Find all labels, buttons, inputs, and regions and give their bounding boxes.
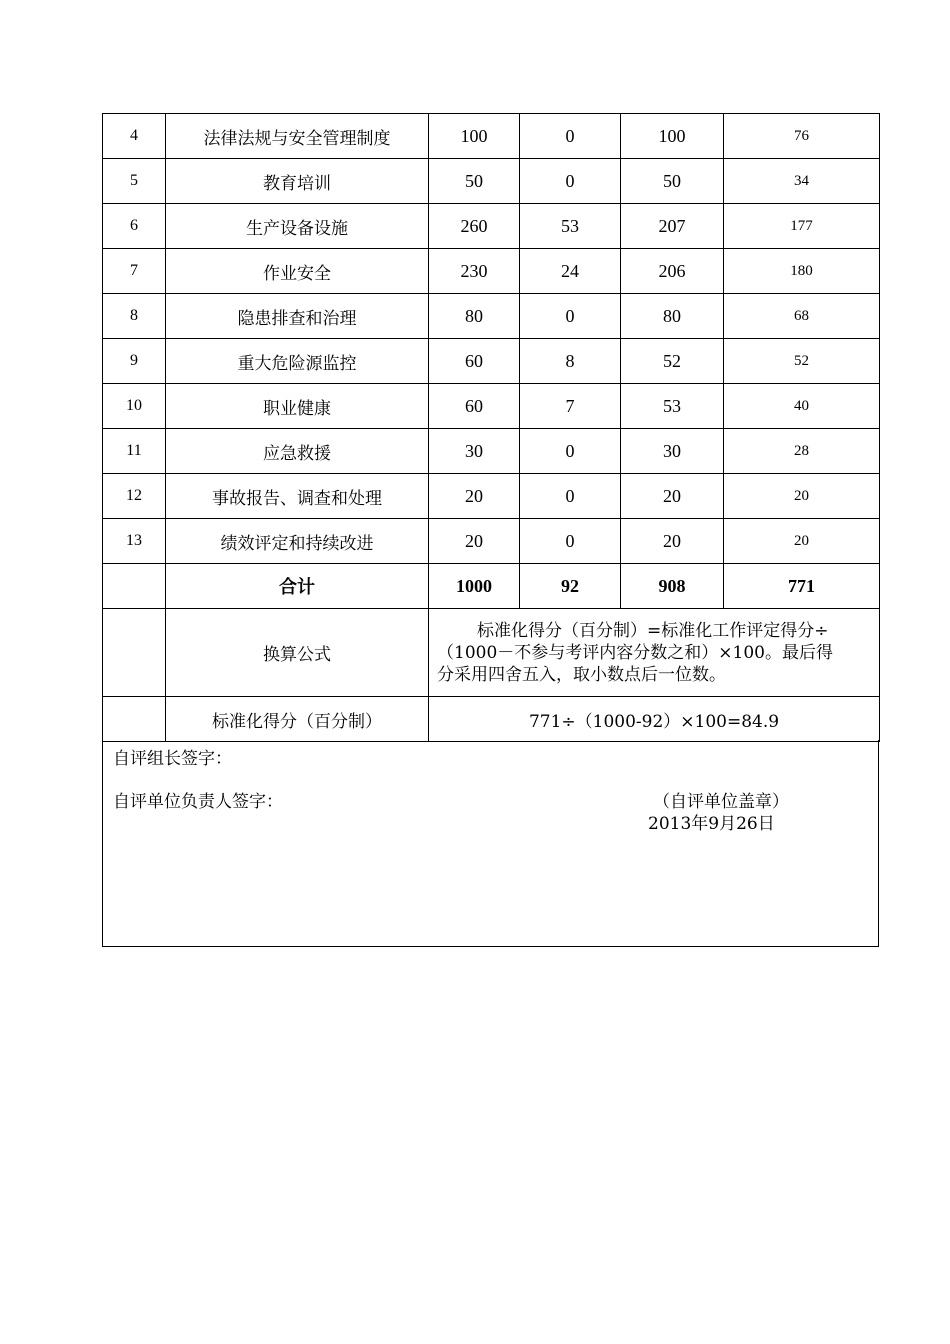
total-seq-cell <box>103 564 166 609</box>
row-applicable-score: 206 <box>621 249 724 294</box>
formula-line-3: 分采用四舍五入，取小数点后一位数。 <box>437 664 726 685</box>
row-seq: 5 <box>103 159 166 204</box>
row-applicable-score: 20 <box>621 474 724 519</box>
row-standard-score: 230 <box>429 249 520 294</box>
row-self-score: 177 <box>724 204 880 249</box>
table-row <box>103 474 880 519</box>
row-standard-score: 20 <box>429 474 520 519</box>
row-excluded-score: 53 <box>520 204 621 249</box>
row-seq: 10 <box>103 384 166 429</box>
row-excluded-score: 0 <box>520 114 621 159</box>
row-applicable-score: 52 <box>621 339 724 384</box>
row-applicable-score: 207 <box>621 204 724 249</box>
row-seq: 12 <box>103 474 166 519</box>
table-row <box>103 429 880 474</box>
row-standard-score: 50 <box>429 159 520 204</box>
total-row <box>103 564 880 609</box>
row-self-score: 180 <box>724 249 880 294</box>
row-item: 教育培训 <box>166 159 429 204</box>
result-row <box>103 697 880 742</box>
formula-label: 换算公式 <box>166 609 429 697</box>
table-row <box>103 114 880 159</box>
row-applicable-score: 100 <box>621 114 724 159</box>
row-self-score: 52 <box>724 339 880 384</box>
row-self-score: 34 <box>724 159 880 204</box>
row-seq: 4 <box>103 114 166 159</box>
row-applicable-score: 30 <box>621 429 724 474</box>
row-excluded-score: 7 <box>520 384 621 429</box>
row-excluded-score: 0 <box>520 519 621 564</box>
row-standard-score: 260 <box>429 204 520 249</box>
formula-row <box>103 609 880 697</box>
row-standard-score: 20 <box>429 519 520 564</box>
row-item: 法律法规与安全管理制度 <box>166 114 429 159</box>
row-self-score: 20 <box>724 519 880 564</box>
row-self-score: 76 <box>724 114 880 159</box>
row-applicable-score: 20 <box>621 519 724 564</box>
row-seq: 8 <box>103 294 166 339</box>
row-self-score: 28 <box>724 429 880 474</box>
table-row <box>103 384 880 429</box>
score-table <box>102 113 880 742</box>
row-standard-score: 60 <box>429 339 520 384</box>
result-label: 标准化得分（百分制） <box>166 697 429 742</box>
score-rows <box>103 114 880 564</box>
row-applicable-score: 50 <box>621 159 724 204</box>
row-excluded-score: 24 <box>520 249 621 294</box>
row-excluded-score: 0 <box>520 474 621 519</box>
formula-seq-cell <box>103 609 166 697</box>
seal-label: （自评单位盖章） <box>653 792 789 812</box>
row-item: 绩效评定和持续改进 <box>166 519 429 564</box>
row-item: 事故报告、调查和处理 <box>166 474 429 519</box>
row-item: 应急救援 <box>166 429 429 474</box>
row-item: 重大危险源监控 <box>166 339 429 384</box>
row-seq: 9 <box>103 339 166 384</box>
row-applicable-score: 53 <box>621 384 724 429</box>
row-item: 隐患排查和治理 <box>166 294 429 339</box>
row-standard-score: 60 <box>429 384 520 429</box>
formula-line-2: （1000－不参与考评内容分数之和）×100。最后得 <box>437 642 833 663</box>
total-standard: 1000 <box>429 564 520 609</box>
row-standard-score: 100 <box>429 114 520 159</box>
row-item: 作业安全 <box>166 249 429 294</box>
formula-text <box>429 609 880 697</box>
signature-section <box>102 740 879 947</box>
row-applicable-score: 80 <box>621 294 724 339</box>
row-self-score: 20 <box>724 474 880 519</box>
sign-date: 2013年9月26日 <box>648 814 775 834</box>
row-excluded-score: 0 <box>520 429 621 474</box>
table-row <box>103 249 880 294</box>
row-item: 职业健康 <box>166 384 429 429</box>
table-row <box>103 294 880 339</box>
row-standard-score: 30 <box>429 429 520 474</box>
row-excluded-score: 0 <box>520 294 621 339</box>
row-self-score: 68 <box>724 294 880 339</box>
row-standard-score: 80 <box>429 294 520 339</box>
row-excluded-score: 8 <box>520 339 621 384</box>
result-value: 771÷（1000-92）×100=84.9 <box>429 697 880 742</box>
result-seq-cell <box>103 697 166 742</box>
row-excluded-score: 0 <box>520 159 621 204</box>
table-row <box>103 339 880 384</box>
table-row <box>103 204 880 249</box>
row-item: 生产设备设施 <box>166 204 429 249</box>
row-seq: 7 <box>103 249 166 294</box>
total-excluded: 92 <box>520 564 621 609</box>
total-applicable: 908 <box>621 564 724 609</box>
total-self-score: 771 <box>724 564 880 609</box>
row-self-score: 40 <box>724 384 880 429</box>
formula-line-1: 标准化得分（百分制）=标准化工作评定得分÷ <box>477 620 829 641</box>
table-row <box>103 159 880 204</box>
principal-signature-label: 自评单位负责人签字： <box>113 792 283 812</box>
leader-signature-label: 自评组长签字： <box>113 749 232 769</box>
total-label: 合计 <box>166 564 429 609</box>
row-seq: 11 <box>103 429 166 474</box>
row-seq: 13 <box>103 519 166 564</box>
table-row <box>103 519 880 564</box>
row-seq: 6 <box>103 204 166 249</box>
